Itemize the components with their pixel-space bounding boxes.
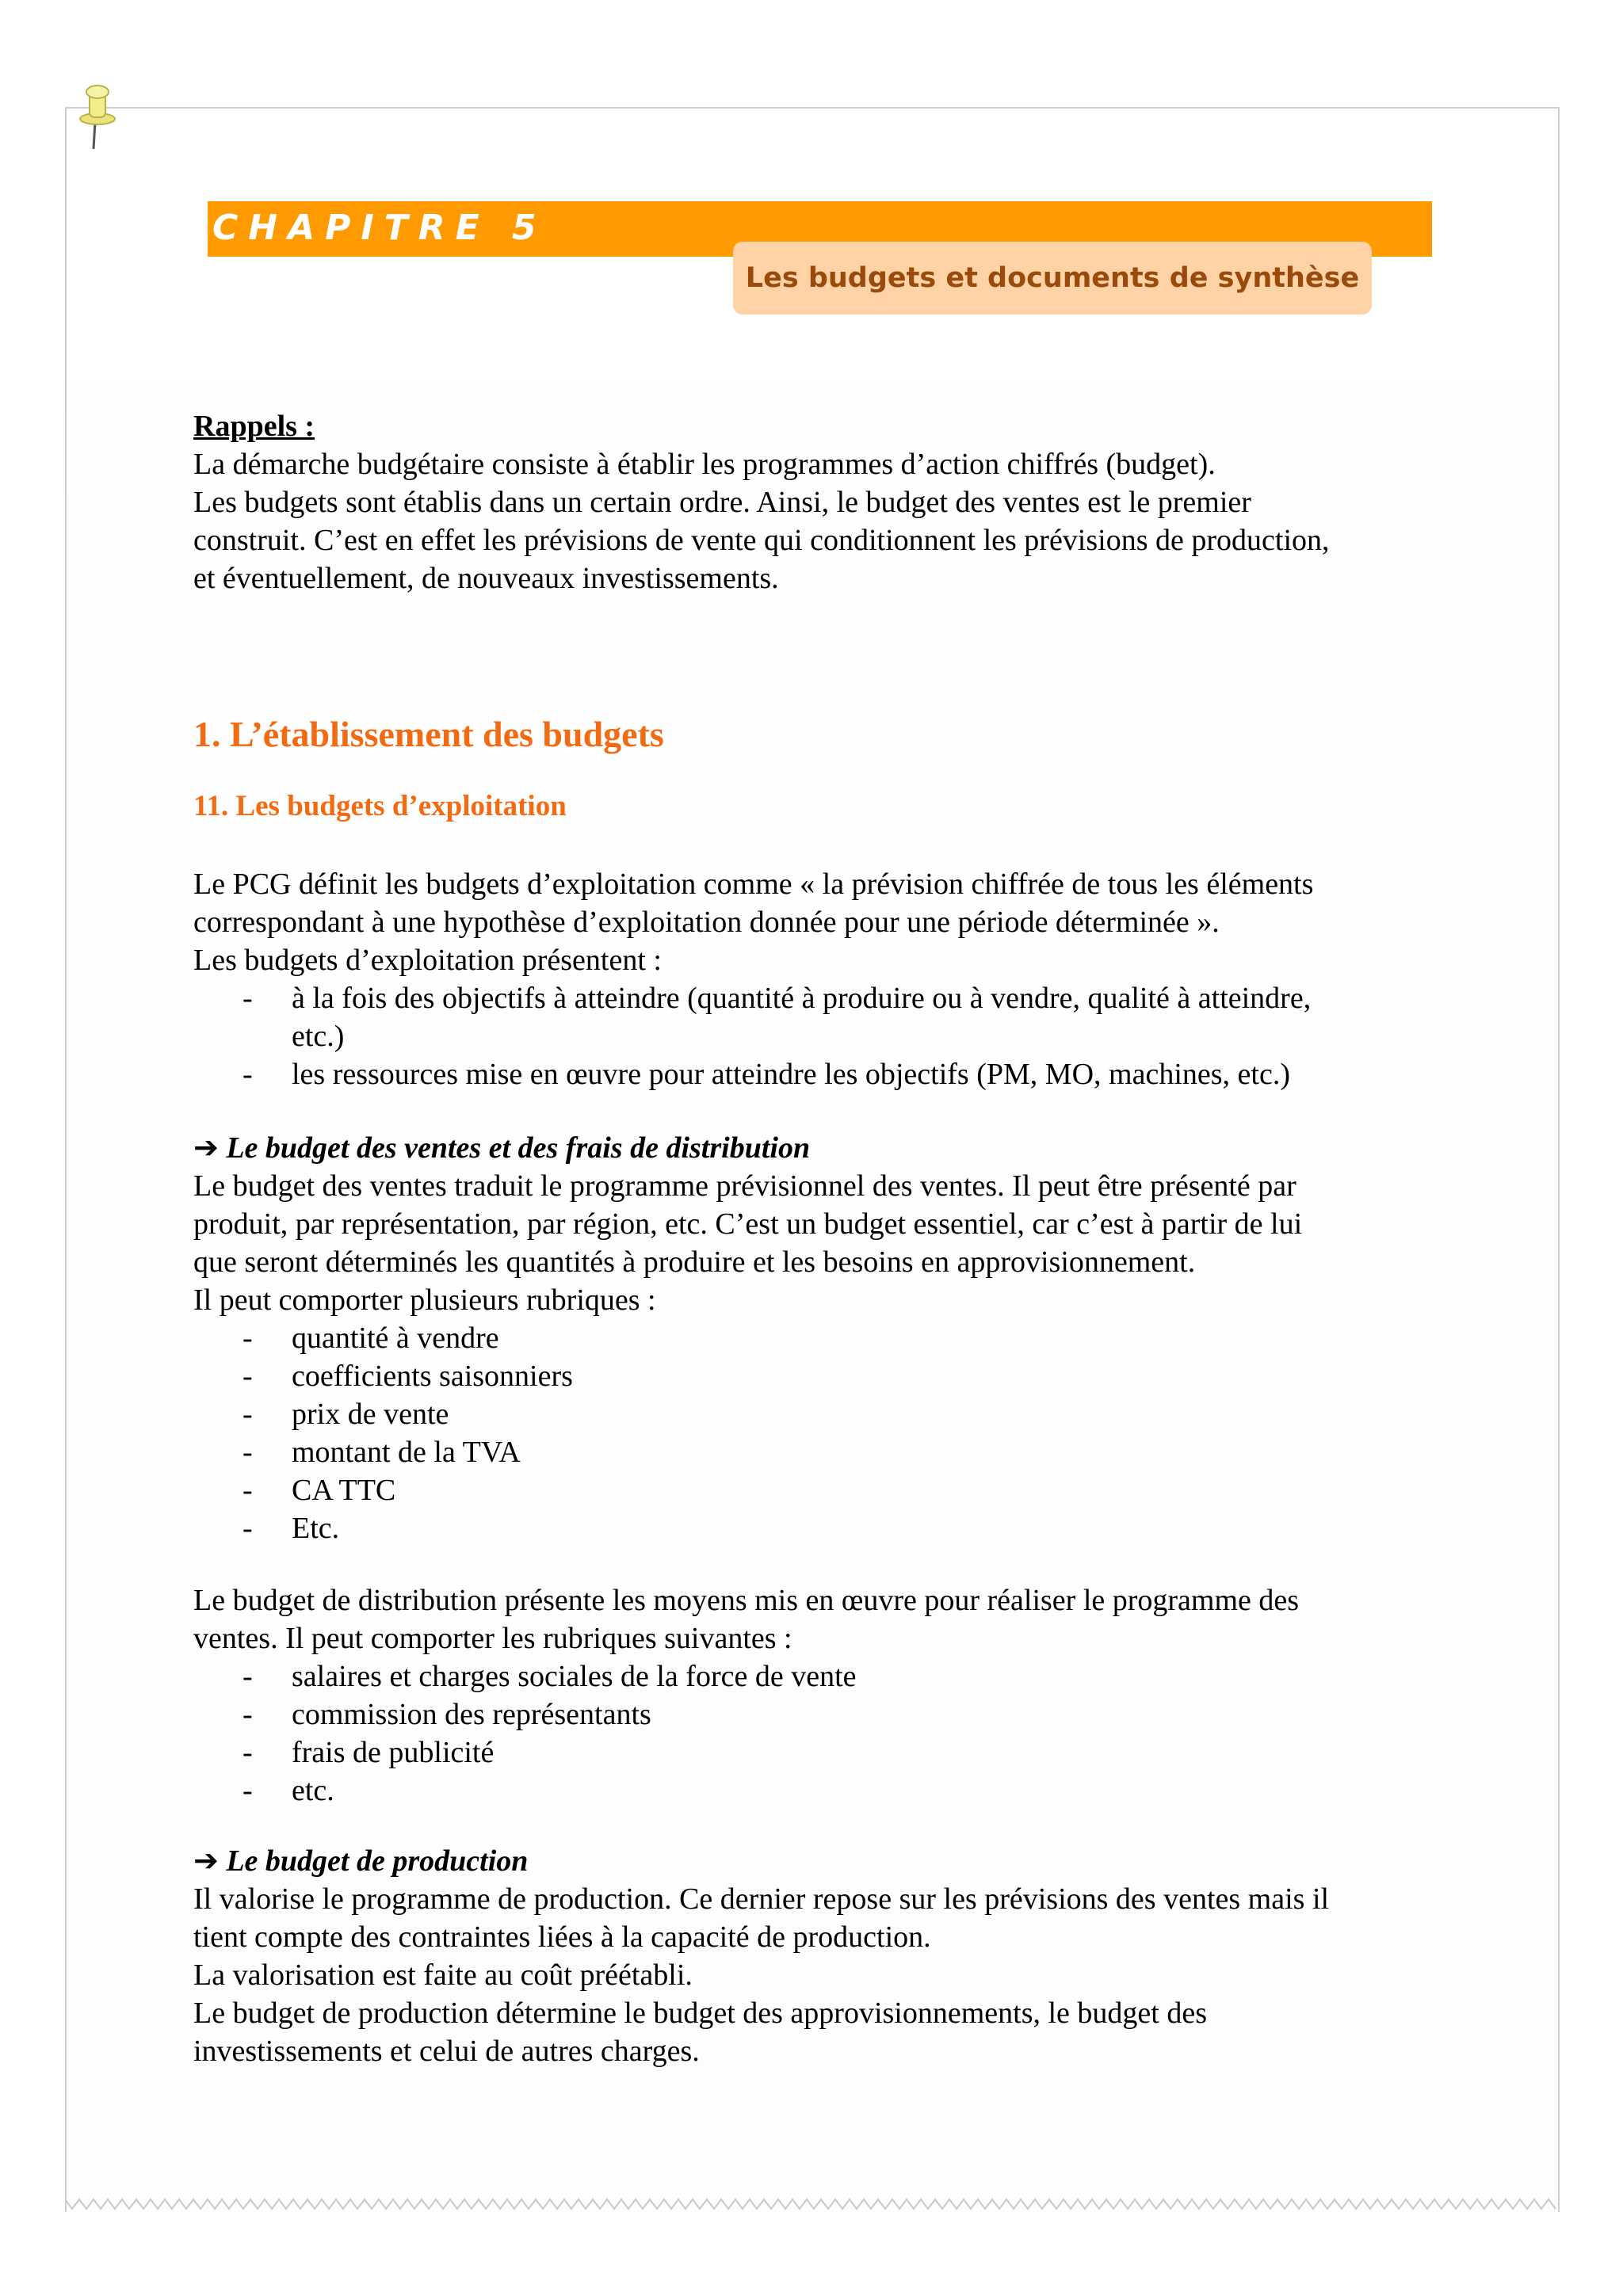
- dash-mark: -: [242, 1436, 253, 1469]
- rappels-line: Les budgets sont établis dans un certain ordre. Ainsi, le budget des ventes est le premier: [193, 486, 1251, 519]
- paragraph-line: ventes. Il peut comporter les rubriques suivantes :: [193, 1622, 792, 1655]
- distribution-list: [193, 1657, 1445, 1810]
- list-item-text: montant de la TVA: [292, 1436, 521, 1469]
- list-item-text: quantité à vendre: [292, 1322, 499, 1355]
- production-heading: [193, 1841, 1445, 1880]
- arrow-right-icon: ➔: [193, 1130, 219, 1165]
- dash-mark: -: [242, 1398, 253, 1431]
- dash-mark: -: [242, 1360, 253, 1393]
- paragraph-line: Les budgets d’exploitation présentent :: [193, 944, 662, 977]
- list-item-text: prix de vente: [292, 1398, 449, 1431]
- paragraph-line: Le budget de production détermine le budget des approvisionnements, le budget des: [193, 1997, 1207, 2030]
- list-item-text: frais de publicité: [292, 1736, 495, 1769]
- list-item-text: etc.: [292, 1774, 334, 1807]
- arrow-right-icon: ➔: [193, 1843, 219, 1878]
- paragraph-line: que seront déterminés les quantités à produire et les besoins en approvisionnement.: [193, 1245, 1196, 1279]
- paragraph-line: investissements et celui de autres charges.: [193, 2035, 700, 2068]
- paragraph-line: Le budget des ventes traduit le programme prévisionnel des ventes. Il peut être présenté par: [193, 1169, 1296, 1203]
- production-title: Le budget de production: [226, 1844, 529, 1878]
- ventes-list: [193, 1319, 1445, 1547]
- list-item-text: CA TTC: [292, 1474, 396, 1507]
- ventes-block: [193, 1128, 1445, 1547]
- list-item-text: coefficients saisonniers: [292, 1360, 573, 1393]
- list-item-text: etc.): [292, 1020, 345, 1053]
- dash-mark: -: [242, 1322, 253, 1355]
- paragraph-line: La valorisation est faite au coût préétabli.: [193, 1958, 693, 1992]
- dash-mark: -: [242, 1512, 253, 1545]
- list-item: [193, 1772, 1445, 1810]
- list-item-text: les ressources mise en œuvre pour atteindre les objectifs (PM, MO, machines, etc.): [292, 1058, 1290, 1091]
- rappels-line: construit. C’est en effet les prévisions de vente qui conditionnent les prévisions de production,: [193, 524, 1330, 557]
- torn-edge: [65, 2195, 1560, 2218]
- paragraph-line: correspondant à une hypothèse d’exploitation donnée pour une période déterminée ».: [193, 906, 1220, 939]
- paragraph-line: tient compte des contraintes liées à la capacité de production.: [193, 1920, 931, 1954]
- dash-mark: -: [242, 1058, 253, 1091]
- list-item: [193, 1509, 1445, 1547]
- list-item: [193, 1433, 1445, 1471]
- list-item: [193, 979, 1445, 1017]
- exploitation-intro: [193, 865, 1445, 1093]
- rappels-line: et éventuellement, de nouveaux investissements.: [193, 562, 779, 595]
- exploitation-list: [193, 979, 1445, 1093]
- list-item-text: à la fois des objectifs à atteindre (quantité à produire ou à vendre, qualité à atteindre,: [292, 982, 1312, 1015]
- distribution-block: [193, 1581, 1445, 1810]
- section-heading: 1. L’établissement des budgets: [193, 714, 664, 754]
- list-item: [193, 1695, 1445, 1733]
- paragraph-line: Le PCG définit les budgets d’exploitation comme « la prévision chiffrée de tous les éléments: [193, 868, 1314, 901]
- list-item: [193, 1319, 1445, 1357]
- list-item: [193, 1733, 1445, 1772]
- list-item: [193, 1357, 1445, 1395]
- chapter-subtitle: Les budgets et documents de synthèse: [733, 242, 1372, 315]
- list-item: [193, 1657, 1445, 1695]
- list-item-text: salaires et charges sociales de la force de vente: [292, 1660, 857, 1693]
- ventes-heading: [193, 1128, 1445, 1167]
- dash-mark: -: [242, 1660, 253, 1693]
- production-block: [193, 1841, 1445, 2070]
- list-item: [193, 1395, 1445, 1433]
- list-item: [193, 1471, 1445, 1509]
- dash-mark: -: [242, 1698, 253, 1731]
- rappels-line: La démarche budgétaire consiste à établir les programmes d’action chiffrés (budget).: [193, 448, 1216, 481]
- list-item-text: commission des représentants: [292, 1698, 651, 1731]
- paragraph-line: Le budget de distribution présente les moyens mis en œuvre pour réaliser le programme des: [193, 1584, 1300, 1617]
- rappels-block: [193, 407, 1445, 597]
- paragraph-line: Il valorise le programme de production. Ce dernier repose sur les prévisions des ventes mais il: [193, 1882, 1330, 1916]
- dash-mark: -: [242, 982, 253, 1015]
- pushpin-icon: [76, 82, 117, 151]
- paragraph-line: Il peut comporter plusieurs rubriques :: [193, 1283, 656, 1317]
- list-item: [193, 1055, 1445, 1093]
- list-item-continuation: [193, 1017, 1445, 1055]
- paragraph-line: produit, par représentation, par région, etc. C’est un budget essentiel, car c’est à partir de lui: [193, 1207, 1303, 1241]
- subsection-heading: 11. Les budgets d’exploitation: [193, 790, 567, 822]
- chapter-label: CHAPITRE 5: [212, 208, 547, 248]
- dash-mark: -: [242, 1736, 253, 1769]
- dash-mark: -: [242, 1474, 253, 1507]
- rappels-title: Rappels :: [193, 410, 315, 443]
- list-item-text: Etc.: [292, 1512, 340, 1545]
- ventes-title: Le budget des ventes et des frais de distribution: [226, 1131, 811, 1165]
- dash-mark: -: [242, 1774, 253, 1807]
